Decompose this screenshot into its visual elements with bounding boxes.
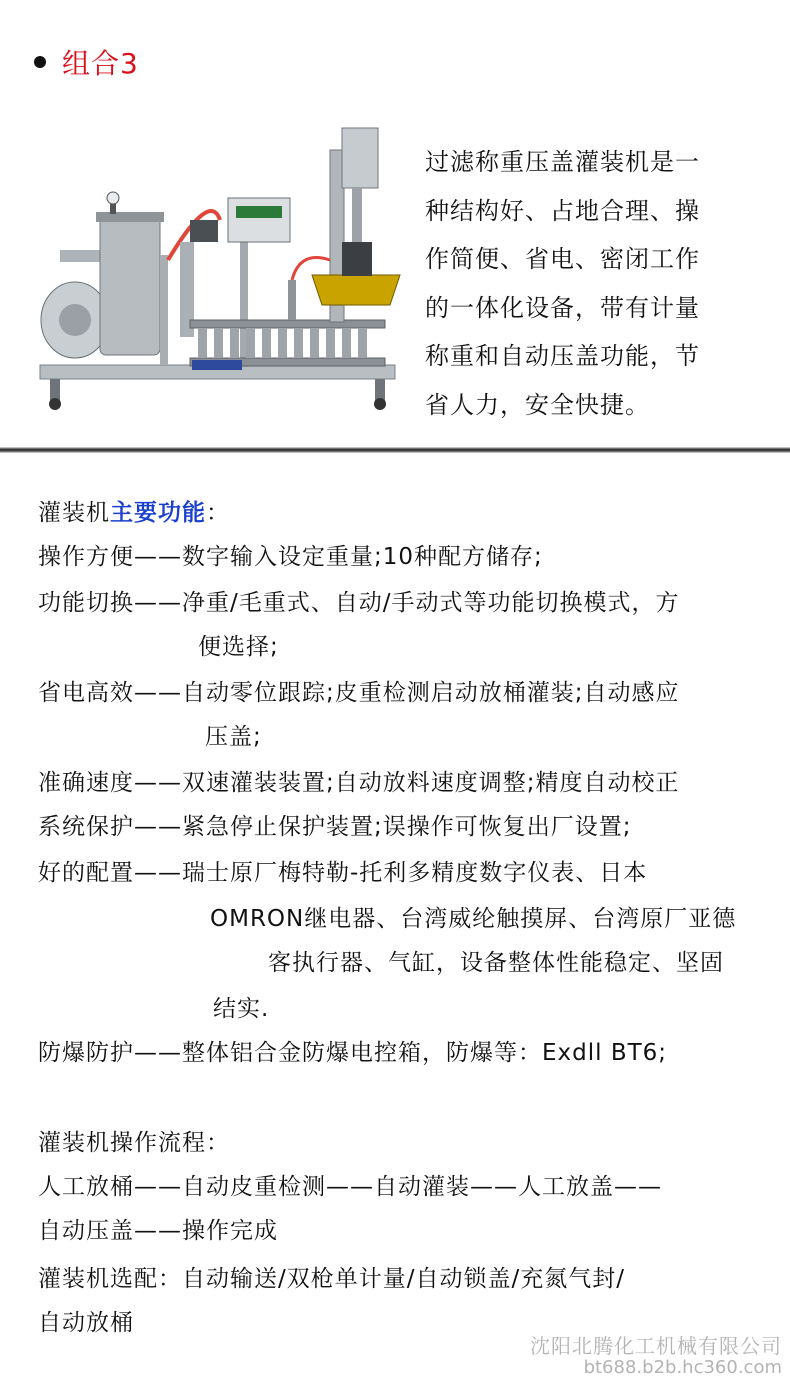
functions-heading-suffix: ： xyxy=(206,500,230,526)
options-line: 自动放桶 xyxy=(38,1310,134,1336)
function-line: 功能切换——净重/毛重式、自动/手动式等功能切换模式，方 xyxy=(38,590,680,616)
process-line: 自动压盖——操作完成 xyxy=(38,1218,278,1244)
function-line: 准确速度——双速灌装装置;自动放料速度调整;精度自动校正 xyxy=(38,770,680,796)
intro-line: 种结构好、占地合理、操 xyxy=(425,196,700,225)
bullet-dot xyxy=(34,56,46,68)
intro-line: 过滤称重压盖灌装机是一 xyxy=(425,148,700,176)
function-line: 省电高效——自动零位跟踪;皮重检测启动放桶灌装;自动感应 xyxy=(38,680,680,706)
function-line-continuation: 结实. xyxy=(213,996,270,1022)
website-watermark: bt688.b2b.hc360.com xyxy=(583,1357,782,1378)
options-line: 灌装机选配：自动输送/双枪单计量/自动锁盖/充氮气封/ xyxy=(38,1266,625,1292)
function-line: 操作方便——数字输入设定重量;10种配方储存; xyxy=(38,544,543,570)
section-title: 组合3 xyxy=(62,47,139,80)
intro-paragraph xyxy=(425,138,765,429)
section-divider xyxy=(0,447,790,453)
filling-machine-image xyxy=(30,120,410,420)
intro-line: 作简便、省电、密闭工作 xyxy=(425,245,700,273)
function-line: 系统保护——紧急停止保护装置;误操作可恢复出厂设置; xyxy=(38,814,632,840)
function-line: 好的配置——瑞士原厂梅特勒-托利多精度数字仪表、日本 xyxy=(38,860,648,886)
functions-heading xyxy=(38,494,230,527)
function-line-continuation: 便选择; xyxy=(198,634,279,660)
function-line: 防爆防护——整体铝合金防爆电控箱，防爆等：Exdll BT6; xyxy=(38,1040,668,1066)
intro-line: 的一体化设备，带有计量 xyxy=(425,293,700,322)
functions-heading-prefix: 灌装机 xyxy=(38,500,110,526)
process-line: 人工放桶——自动皮重检测——自动灌装——人工放盖—— xyxy=(38,1174,662,1200)
function-line-continuation: 客执行器、气缸，设备整体性能稳定、坚固 xyxy=(268,950,724,976)
function-line-continuation: OMRON继电器、台湾威纶触摸屏、台湾原厂亚德 xyxy=(210,906,737,932)
company-watermark: 沈阳北腾化工机械有限公司 xyxy=(530,1334,782,1358)
function-line-continuation: 压盖; xyxy=(205,724,262,750)
process-heading: 灌装机操作流程： xyxy=(38,1130,230,1156)
intro-line: 省人力，安全快捷。 xyxy=(425,390,650,419)
functions-heading-highlight: 主要功能 xyxy=(110,500,206,526)
intro-line: 称重和自动压盖功能，节 xyxy=(425,342,700,370)
